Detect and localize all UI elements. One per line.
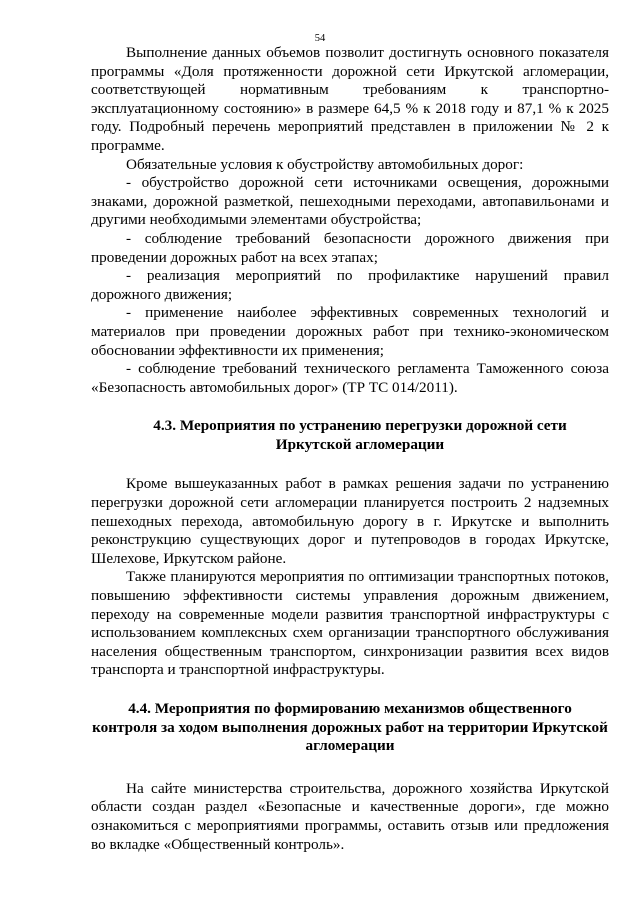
page-content xyxy=(91,44,609,854)
section-heading-4-3 xyxy=(91,417,609,454)
section-heading-line: контроля за ходом выполнения дорожных работ на территории Иркутской xyxy=(92,718,608,736)
list-item: - обустройство дорожной сети источниками освещения, дорожными знаками, дорожной разметкой, пешеходными переходами, автопавильонами и другими необходимыми элементами обустройства; xyxy=(91,174,609,229)
list-item: - реализация мероприятий по профилактике нарушений правил дорожного движения; xyxy=(91,267,609,303)
list-item: - соблюдение требований технического регламента Таможенного союза «Безопасность автомобильных дорог» (ТР ТС 014/2011). xyxy=(91,360,609,396)
list-item: - соблюдение требований безопасности дорожного движения при проведении дорожных работ на всех этапах; xyxy=(91,229,609,266)
section-heading-line: агломерации xyxy=(305,737,395,755)
section-heading-line: 4.3. Мероприятия по устранению перегрузки дорожной сети xyxy=(153,417,567,435)
paragraph-traffic-optimization: Также планируются мероприятия по оптимизации транспортных потоков, повышению эффективности системы управления дорожным движением, переходу на современные модели развития транспортной инфраструктуры с использованием комплексных схем организации транспортного обслуживания населения общественным транспортом, синхронизации развития всех видов транспорта и транспортной инфраструктуры. xyxy=(91,568,609,679)
section-heading-line: 4.4. Мероприятия по формированию механизмов общественного xyxy=(128,700,572,717)
list-item: - применение наиболее эффективных современных технологий и материалов при проведении дорожных работ при технико-экономическом обосновании эффективности их применения; xyxy=(91,304,609,359)
paragraph-public-control: На сайте министерства строительства, дорожного хозяйства Иркутской области создан раздел «Безопасные и качественные дороги», где можно ознакомиться с мероприятиями программы, оставить отзыв или предложения во вкладке «Общественный контроль». xyxy=(91,779,609,853)
section-heading-line: Иркутской агломерации xyxy=(275,435,445,453)
paragraph-overpasses: Кроме вышеуказанных работ в рамках решения задачи по устранению перегрузки дорожной сети агломерации планируется построить 2 надземных пешеходных перехода, автомобильную дорогу в г. Иркутске и выполнить реконструкцию существующих дорог и путепроводов в городах Иркутске, Шелехове, Иркутском районе. xyxy=(91,475,609,567)
paragraph-target-indicator: Выполнение данных объемов позволит достигнуть основного показателя программы «Доля протяженности дорожной сети Иркутской агломерации, соответствующей нормативным требованиям к транспортно-эксплуатационному состоянию» в размере 64,5 % к 2018 году и 87,1 % к 2025 году. Подробный перечень мероприятий представлен в приложении № 2 к программе. xyxy=(91,44,609,154)
page-number: 54 xyxy=(314,33,326,44)
paragraph-mandatory-conditions: Обязательные условия к обустройству автомобильных дорог: xyxy=(126,155,524,173)
section-heading-4-4 xyxy=(91,700,609,756)
